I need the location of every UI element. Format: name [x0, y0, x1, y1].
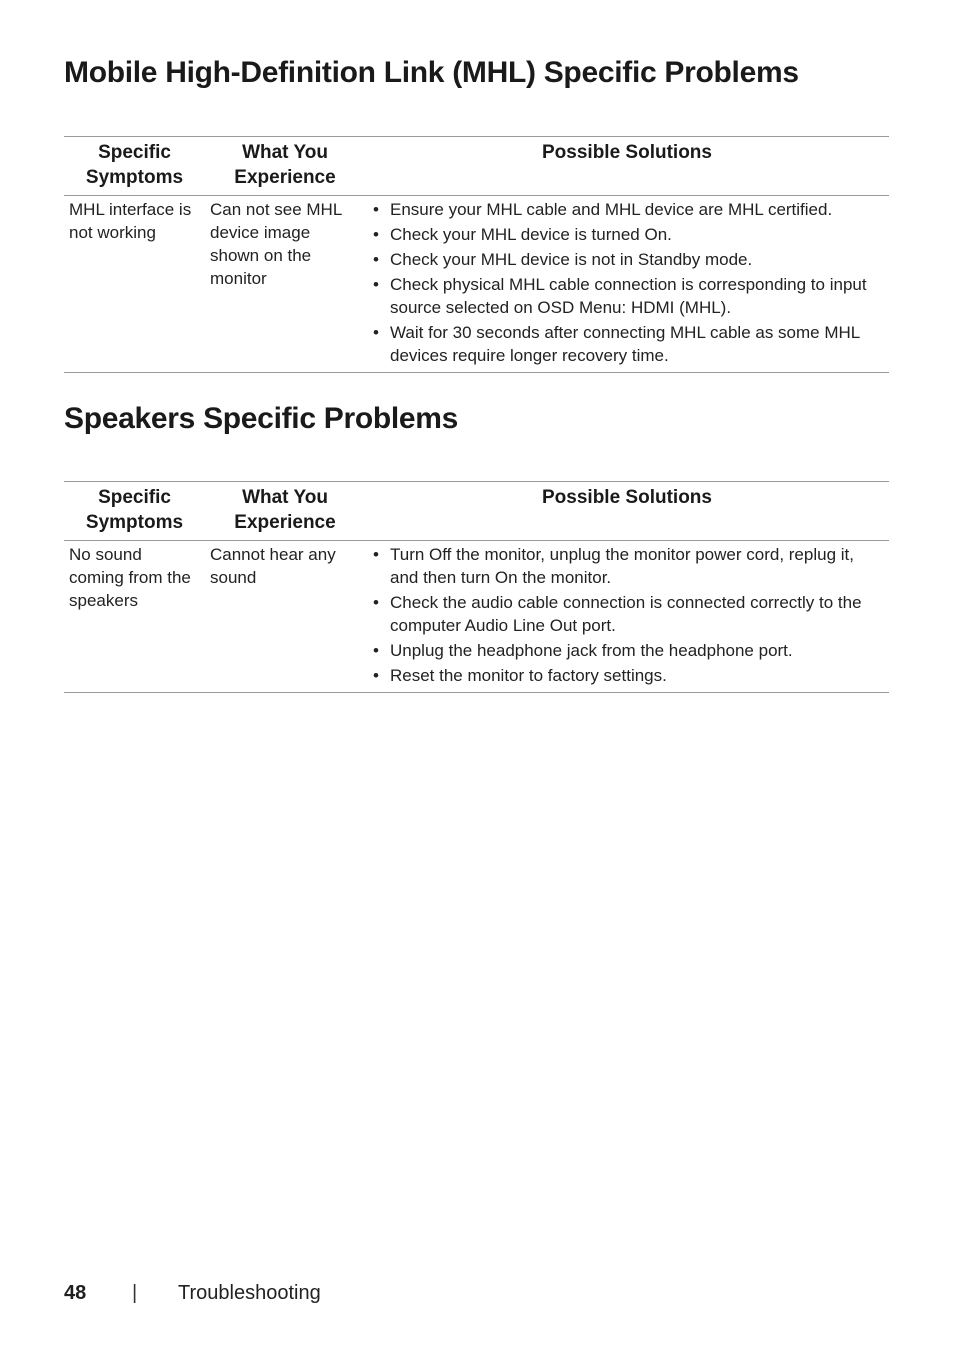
- column-header-experience: What You Experience: [234, 142, 336, 188]
- table-header-row: [64, 137, 889, 196]
- column-header-symptoms: Specific Symptoms: [85, 487, 184, 533]
- solution-item: • Ensure your MHL cable and MHL device are MHL certified.: [369, 198, 885, 221]
- symptom-cell: MHL interface is not working: [69, 200, 192, 242]
- solution-item: • Turn Off the monitor, unplug the monitor power cord, replug it, and then turn On the monitor.: [369, 543, 885, 589]
- column-header-solutions: Possible Solutions: [542, 142, 712, 163]
- solution-item: • Unplug the headphone jack from the headphone port.: [369, 639, 885, 662]
- symptom-cell: No sound coming from the speakers: [69, 545, 191, 610]
- solution-item: • Check your MHL device is turned On.: [369, 223, 885, 246]
- solution-item: • Wait for 30 seconds after connecting MHL cable as some MHL devices require longer recovery time.: [369, 321, 885, 367]
- page-number: 48: [64, 1282, 87, 1304]
- solution-item: • Check physical MHL cable connection is corresponding to input source selected on OSD Menu: HDMI (MHL).: [369, 273, 885, 319]
- column-header-symptoms: Specific Symptoms: [85, 142, 184, 188]
- section-title-mhl: Mobile High-Definition Link (MHL) Specific Problems: [64, 56, 799, 89]
- section-title-speakers: Speakers Specific Problems: [64, 402, 459, 435]
- page-footer: [64, 1280, 321, 1306]
- footer-section-label: Troubleshooting: [178, 1282, 321, 1304]
- experience-cell: Can not see MHL device image shown on the monitor: [210, 200, 342, 288]
- solutions-list: [369, 198, 885, 367]
- solution-item: • Reset the monitor to factory settings.: [369, 664, 885, 687]
- solutions-cell: [365, 196, 889, 373]
- mhl-problems-table: [64, 136, 889, 373]
- table-row: [64, 196, 889, 373]
- table-row: [64, 541, 889, 693]
- column-header-solutions: Possible Solutions: [542, 487, 712, 508]
- table-header-row: [64, 482, 889, 541]
- speakers-problems-table: [64, 481, 889, 693]
- solution-item: • Check the audio cable connection is connected correctly to the computer Audio Line Out port.: [369, 591, 885, 637]
- solutions-cell: [365, 541, 889, 693]
- column-header-experience: What You Experience: [234, 487, 336, 533]
- solutions-list: [369, 543, 885, 687]
- solution-item: • Check your MHL device is not in Standby mode.: [369, 248, 885, 271]
- footer-separator: |: [132, 1282, 138, 1304]
- experience-cell: Cannot hear any sound: [210, 545, 336, 587]
